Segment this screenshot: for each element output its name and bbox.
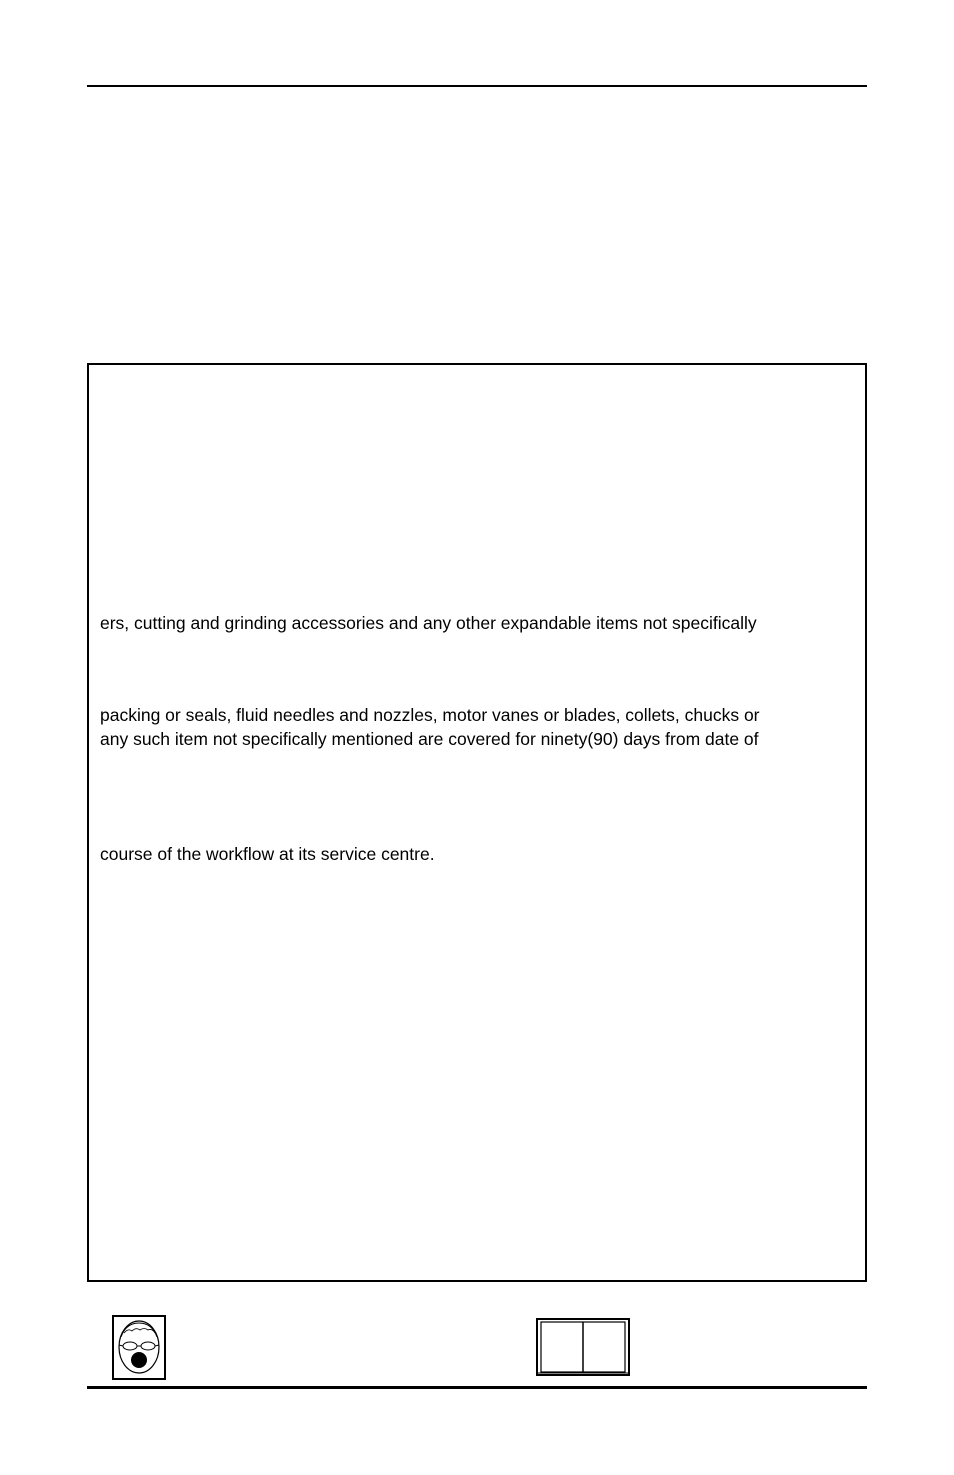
- footer-rule: [87, 1386, 867, 1389]
- header-rule: [87, 85, 867, 87]
- open-manual-icon: [536, 1318, 630, 1376]
- warranty-text-line: any such item not specifically mentioned are covered for ninety(90) days from date of: [100, 729, 759, 749]
- warranty-text-line: ers, cutting and grinding accessories and any other expandable items not specifically: [100, 613, 757, 633]
- warranty-text-line: course of the workflow at its service centre.: [100, 844, 435, 864]
- warranty-text-line: packing or seals, fluid needles and nozzles, motor vanes or blades, collets, chucks or: [100, 705, 760, 725]
- face-shield-safety-icon: [112, 1315, 166, 1380]
- warranty-box: [87, 363, 867, 1282]
